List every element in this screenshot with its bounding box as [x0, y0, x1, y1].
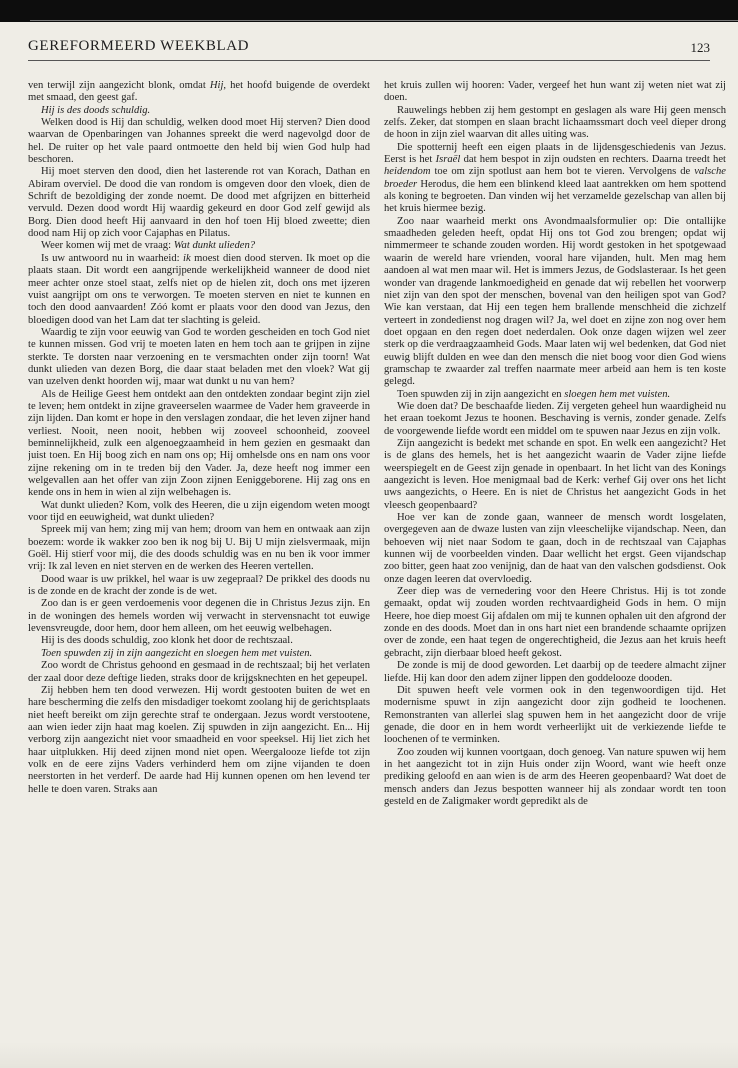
publication-title: GEREFORMEERD WEEKBLAD	[28, 38, 250, 54]
paragraph: Als de Heilige Geest hem ontdekt aan den ontdekten zondaar begint zijn ziel te leven; hem ontdekt in zijnе graveerselen waarmee de Vader hem graveerde in zijn lijden. Dan komt er hope in den verslagen zondaar, die het leven zijner hand verliest. Nooit, neen nooit, hebben wij zooveel schoonheid, zooveel beminnelijkheid, zulk een algenoegzaamheid in hem gezien en gesmaakt dan juist toen. En Hij boog zich en nam ons op; Hij omhelsde ons en nam ons voor zijne rekening om in te treden bij den Vader. Ja, deze heeft nog immer een welgevallen aan het offer van zijn Zoon zijnen Eeniggeborene. Hij zag ons en kende ons in hem in wien al zijn welbehagen is.	[28, 388, 370, 499]
emphasis: Hij is des doods schuldig.	[41, 104, 151, 116]
paragraph: Zoo wordt de Christus gehoond en gesmaad in de rechtszaal; bij het verlaten der zaal door deze deftige lieden, straks door de krijgsknechten en het gepeupel.	[28, 660, 370, 684]
paragraph: Zoo dan is er geen verdoemenis voor degenen die in Christus Jezus zijn. En in de woningen des hemels worden wij verwacht in stervensnacht tot euwige levensvreugde, door hem, door hem alleen, om het eeuwig welbehagen.	[28, 598, 370, 635]
emphasis: sloegen hem met vuisten.	[564, 388, 671, 400]
paragraph: Rauwelings hebben zij hem gestompt en geslagen als ware Hij geen mensch zelfs. Zeker, dat stompen en slaan bracht lichaamssmart doch veel dieper drong de hoon in zijn ziel waarvan dit alles uiting was.	[384, 104, 726, 141]
paragraph: Waardig te zijn voor eeuwig van God te worden gescheiden en toch God niet te kunnen missen. God vrij te moeten laten en hem toch aan te grijpen in zijne sterkte. Te dorsten naar verzoening en te versmachten onder zijn toorn! Wat dunkt ulieden van dezen Borg, die daar staat beladen met den vloek? Wat gij van uzelven denkt hoorden wij, maar wat dunkt u nu van hem?	[28, 326, 370, 388]
paragraph: Spreek mij van hem; zing mij van hem; droom van hem en ontwaak aan zijn boezem: worde ik wakker zoo ben ik nog bij U. Bij U mijn zielsvermaak, mijn Goël. Hij stierf voor mij, die des doods schuldig was en nu ben ik voor immer vrij: Ik zal leven en niet sterven en de werken des Heeren vertellen.	[28, 524, 370, 573]
page-header	[28, 38, 710, 60]
paragraph	[28, 648, 370, 660]
top-rule	[30, 20, 738, 21]
paragraph: Wie doen dat? De beschaafde lieden. Zij vergeten geheel hun waardigheid nu het eraan toekomt Jezus te hoonen. Beschaving is vernis, zonder genade. Zelfs de voorgewende liefde wordt een middel om te spuwen naar Jezus en zijn volk.	[384, 400, 726, 437]
paragraph: De zonde is mij de dood geworden. Let daarbij op de teedere almacht zijner liefde. Hij kan door den adem zijner lippen den goddelooze dooden.	[384, 660, 726, 684]
paragraph: Die spotternij heeft een eigen plaats in de lijdensgeschiedenis van Jezus. Eerst is het Israël dat hem bespot in zijn oudsten en rechters. Daarna treedt het heidendom toe om zijn spotlust aan hem bot te vieren. Vervolgens de valsche broeder Herodus, die hem een blinkend kleed laat aantrekken om hem spottend als koning te begroeten. Dan vinden wij het verzamelde gezelschap van allen bij het kruis hiermee bezig.	[384, 141, 726, 215]
paragraph: Weer komen wij met de vraag: Wat dunkt ulieden?	[41, 240, 256, 252]
emphasis: Wat dunkt ulieden?	[173, 240, 256, 252]
paragraph: Dit spuwen heeft vele vormen ook in den tegenwoordigen tijd. Het modernisme spuwt in zijn aangezicht door zijn godheid te loochenen. Remonstranten van allerlei slag spuwen hem in het aangezicht door de vrije genade, die door en in hem wordt verheerlijkt uit de verkiezende liefde te loochenen of te verminken.	[384, 684, 726, 746]
page-bottom-edge	[0, 1042, 738, 1068]
emphasis: Toen spuwden zij in zijn aangezicht en sloegen hem met vuisten.	[41, 647, 313, 659]
emphasis: valsche broeder	[384, 166, 726, 190]
emphasis: Hij	[209, 80, 224, 91]
paragraph	[28, 105, 370, 117]
paragraph: het kruis zullen wij hooren: Vader, vergeef het hun want zij weten niet wat zij doen.	[384, 80, 726, 104]
paragraph: Toen spuwden zij in zijn aangezicht en sloegen hem met vuisten.	[397, 388, 671, 400]
left-column	[28, 80, 370, 1040]
header-rule	[28, 60, 710, 61]
paragraph: Is uw antwoord nu in waarheid: ik moest dien dood sterven. Ik moet op die plaats staan. Dit wordt een aangrijpende werkelijkheid wanneer de dood niet meer achter onze stoel staat, zelfs niet op de hielen zit, doch ons met ijzeren vuist aangrijpt om ons te verworgen. Te moeten sterven en niet te kunnen en toch den dood aanvaarden! Zóó komt er plaats voor den dood van Jezus, den bloedigen dood van het Lam dat ter slachting is geleid.	[28, 252, 370, 326]
paragraph: Welken dood is Hij dan schuldig, welken dood moet Hij sterven? Dien dood waarvan de Openbaringen van Johannes spreekt die werd nagevolgd door de hel. De ruiter op het vale paard ontmoette den held bij wien God hulp had beschoren.	[28, 117, 370, 166]
paragraph: Hij is des doods schuldig, zoo klonk het door de rechtszaal.	[41, 635, 293, 647]
paragraph: Zeer diep was de vernedering voor den Heere Christus. Hij is tot zonde gemaakt, opdat wij zouden worden rechtvaardigheid Gods in hem. O mijn Heere, hoe diep moest Gij afdalen om mij te kunnen ophalen uit den afgrond der zonde en des doods. Moet dan in ons hart niet een brandende schaamte oprijzen over de zonde, een haat tegen de ongerechtigheid, die Jezus aan het kruis heeft gebracht, zijn dierbaar bloed heeft gekost.	[384, 586, 726, 659]
paragraph: Hoe ver kan de zonde gaan, wanneer de mensch wordt losgelaten, overgegeven aan de dwaze lusten van zijn vleeschelijke vijandschap. Neen, dan behoeven wij niet naar Sodom te gaan, doch in de rechtszaal van Cajaphas kunnen wij de voorbeelden vinden. Daar wellicht het ergst. Geen vijandschap zoo bitter, geen haat zoo venijnig, dan de haat van den valschen godsdienst. Ook onze dagen leeren dat overvloedig.	[384, 512, 726, 585]
paragraph: Zij hebben hem ten dood verwezen. Hij wordt gestooten buiten de wet en hare bescherming die zelfs den misdadiger toekomt zoolang hij de gerichtsplaats niet heeft bereikt om zijn gerechte straf te ondergaan. Jezus wordt verstootene, aan wien ieder zijn haat mag koelen. Zij spuwden in zijn aangezicht. En... Hij verborg zijn aangezicht niet voor smaadheid en voor speeksel. Hij liet zich het haar uitplukken. Hij deed zijnen mond niet open. Weergalooze liefde tot zijn volk en de eere zijns Vaders verhinderd hem om zijne vijanden te doen neerstorten in het verderf. De aarde had Hij kunnen openen om hen levend ter helle te doen varen. Straks aan	[28, 684, 370, 795]
paragraph: Zijn aangezicht is bedekt met schande en spot. En welk een aangezicht? Het is de glans des hemels, het is het aangezicht waarin de Vader zijne liefde weerspiegelt en de Geest zijn genade in openbaart. In het licht van des Konings aangezicht is leven. Hoe menigmaal bad de Kerk: verhef Gij over ons het licht uws aangezichts, o Heere. En is niet de Christus het aangezicht Gods in het vleesch geopenbaard?	[384, 437, 726, 511]
page-number: 123	[690, 40, 710, 55]
paragraph: Wat dunkt ulieden? Kom, volk des Heeren, die u zijn eigendom weten moogt voor tijd en eeuwigheid, wat dunkt ulieden?	[28, 499, 370, 524]
paragraph: Zoo naar waarheid merkt ons Avondmaalsformulier op: Die ontallijke smaadheden geleden heeft, opdat Hij ons tot God zou brengen; opdat wij nimmermeer te schande zouden worden. Hij wordt gestoken in het spotgewaad waarin de wereld hare vrienden, vooral hare vijanden, hult. Men mag hem aandoen al wat men maar wil. Het is immers Jezus, de Godslasteraar. Is het geen wonder van dragende lankmoedigheid en genade dat wij rebellen het voorwerp niet zijn van den spot der menschen, bovenal van den heiligen spot van God? Wie kan verstaan, dat Hij een tegen hem brallende menschheid die zichzelf verteert in zondedienst nog dragen wil? Ja, wel doet en zijne zon nog over hem doet opgaan en den regen doet nederdalen. Ook onze dagen wijzen wel zeer sterk op die verdraagzaamheid Gods. Maar laten wij wel bedenken, dat God niet euwig blijft dulden en wee dan den mensch die niet boog voor dien God wiens gramschap te zwaarder zal treffen naarmate meer arbeid aan hem is ten koste gelegd.	[384, 215, 726, 388]
top-scan-border	[0, 0, 738, 22]
right-column	[384, 80, 726, 1040]
paragraph: Zoo zouden wij kunnen voortgaan, doch genoeg. Van nature spuwen wij hem in het aangezicht tot in zijn Huis onder zijn Woord, want wie heeft onze prediking geloofd en aan wien is de arm des Heeren geopenbaard? Wat doet de mensch anders dan Jezus bespotten wanneer hij als zondaar wordt ten toon gesteld en de Zaligmaker wordt gepredikt als de	[384, 746, 726, 807]
emphasis: Israël	[435, 154, 461, 166]
emphasis: ik	[183, 252, 191, 264]
paragraph: ven terwijl zijn aangezicht blonk, omdat Hij, het hoofd buigende de overdekt met smaad, den geest gaf.	[28, 80, 370, 104]
paragraph: Dood waar is uw prikkel, hel waar is uw zegepraal? De prikkel des doods nu is de zonde en de kracht der zonde is de wet.	[28, 573, 370, 598]
paragraph: Hij moet sterven den dood, dien het lasterende rot van Korach, Dathan en Abiram overviel. De dood die van rondom is omgeven door den vloek, dien de Schrift de bezoldiging der zonde noemt. De dood met afgrijzen en bitterheid vervuld. Dezen dood wordt Hij waardig gekeurd en door God zelf gewijd als Borg. Dien dood heeft Hij aanvaard in den hof toen Hij bloed zweette; dien dood nam Hij op zich voor Cajaphas en Pilatus.	[28, 166, 370, 240]
emphasis: heidendom	[384, 166, 431, 178]
